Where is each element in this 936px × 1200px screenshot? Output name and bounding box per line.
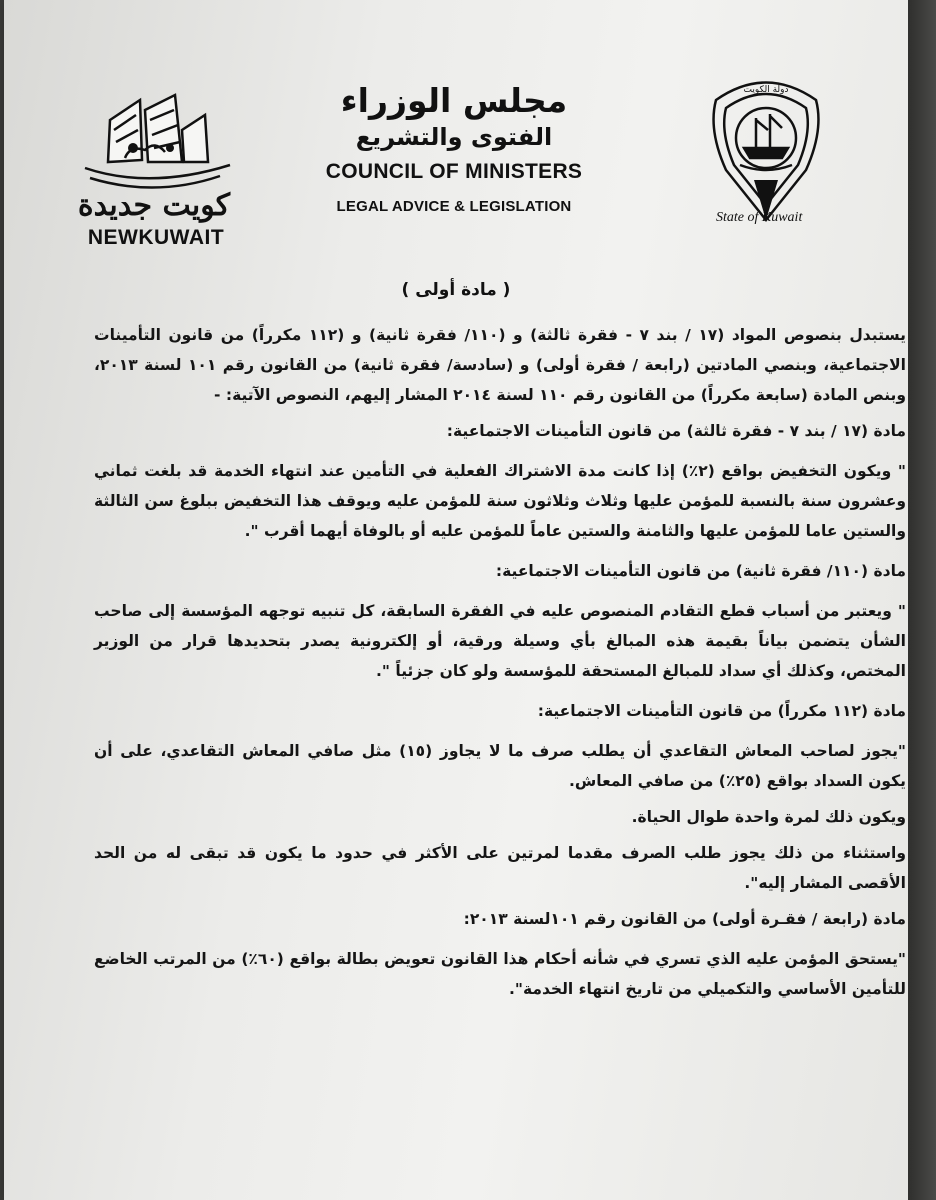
document-page	[4, 0, 908, 1200]
ministry-department-arabic: الفتوى والتشريع	[355, 123, 553, 151]
emblem-arabic-text: دولة الكويت	[743, 85, 789, 95]
ministry-heading	[304, 80, 604, 215]
article-heading-law-101: مادة (رابعة / فقـرة أولى) من القانون رقم ١٠١لسنة ٢٠١٣:	[463, 910, 906, 928]
paragraph-article-17: " ويكون التخفيض بواقع (٢٪) إذا كانت مدة الاشتراك الفعلية في التأمين عند انتهاء الخدمة قد بلغت ثماني وعشرون سنة بالنسبة للمؤمن عليها وثلاث وثلاثون سنة للمؤمن عليه ويوقف هذا التخفيض ببلوغ سن الثالثة والستين عاما للمؤمن عليها والثامنة والستين عاماً للمؤمن عليه أو بالوفاة أيهما أقرب ".	[94, 462, 906, 540]
paragraph-article-112: "يجوز لصاحب المعاش التقاعدي أن يطلب صرف ما لا يجاوز (١٥) مثل صافي المعاش التقاعدي، على أن يكون السداد بواقع (٢٥٪) من صافي المعاش.	[94, 742, 906, 790]
article-title: ( مادة أولى )	[401, 280, 511, 300]
paragraph-exception: واستثناء من ذلك يجوز طلب الصرف مقدما لمرتين على الأكثر في حدود ما يكون قد تبقى له من الحد الأقصى المشار إليه".	[94, 844, 906, 892]
state-of-kuwait-label: State of Kuwait	[716, 210, 803, 225]
ministry-department-english: LEGAL ADVICE & LEGISLATION	[336, 198, 572, 215]
paragraph-law-101: "يستحق المؤمن عليه الذي تسري في شأنه أحكام هذا القانون تعويض بطالة بواقع (٦٠٪) من المرتب الخاضع للتأمين الأساسي والتكميلي من تاريخ انتهاء الخدمة".	[94, 950, 906, 998]
article-heading-112: مادة (١١٢ مكرراً) من قانون التأمينات الاجتماعية:	[537, 702, 906, 720]
new-kuwait-logo-arabic: كويت جديدة	[77, 188, 231, 223]
ministry-name-arabic: مجلس الوزراء	[340, 81, 568, 120]
background-edge	[908, 0, 936, 1200]
ministry-name-english: COUNCIL OF MINISTERS	[325, 160, 583, 183]
new-kuwait-logo-english: NEWKUWAIT	[87, 226, 225, 249]
article-heading-17: مادة (١٧ / بند ٧ - فقرة ثالثة) من قانون التأمينات الاجتماعية:	[446, 422, 906, 440]
paragraph-article-110: " ويعتبر من أسباب قطع التقادم المنصوص عليه في الفقرة السابقة، كل تنبيه توجهه المؤسسة إلى صاحب الشأن يتضمن بياناً بقيمة هذه المبالغ بأي وسيلة ورقية، أو إلكترونية يصدر بتحديدها قرار من الوزير المختص، وكذلك أي سداد للمبالغ المستحقة للمؤسسة ولو كان جزئياً ".	[94, 602, 906, 680]
document-body	[94, 320, 906, 1004]
paragraph-intro: يستبدل بنصوص المواد (١٧ / بند ٧ - فقرة ثالثة) و (١١٠/ فقرة ثانية) و (١١٢ مكرراً) من قانون التأمينات الاجتماعية، وبنصي المادتين (رابعة / فقرة أولى) و (سادسة/ فقرة ثانية) من القانون رقم ١٠١ لسنة ٢٠١٣، وبنص المادة (سابعة مكرراً) من القانون رقم ١١٠ لسنة ٢٠١٤ المشار إليهم، النصوص الآتية: -	[94, 326, 907, 404]
paragraph-once-lifetime: ويكون ذلك لمرة واحدة طوال الحياة.	[631, 808, 906, 826]
article-heading-110: مادة (١١٠/ فقرة ثانية) من قانون التأمينات الاجتماعية:	[495, 562, 906, 580]
